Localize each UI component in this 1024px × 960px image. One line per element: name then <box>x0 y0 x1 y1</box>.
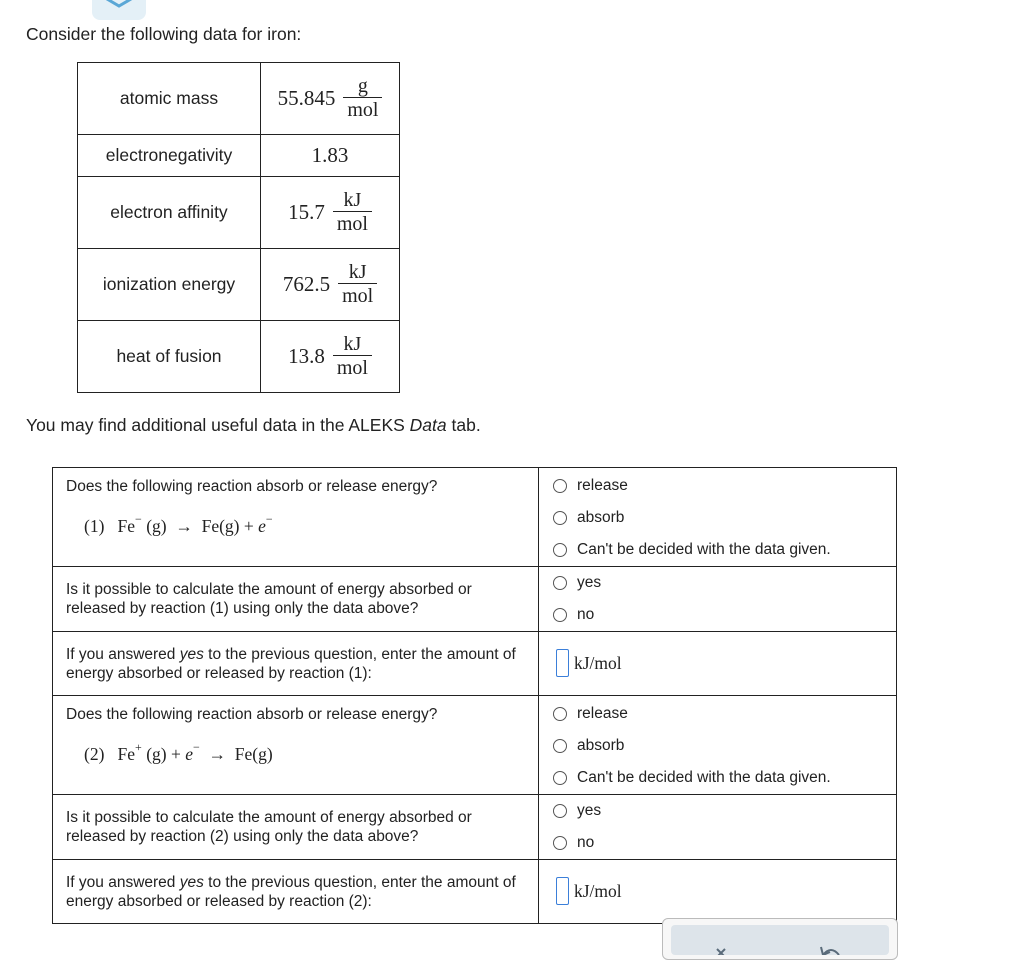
radio-icon[interactable] <box>553 771 567 785</box>
radio-cant-decide[interactable]: Can't be decided with the data given. <box>539 534 896 566</box>
radio-icon[interactable] <box>553 576 567 590</box>
table-row <box>53 696 897 795</box>
radio-icon[interactable] <box>553 479 567 493</box>
radio-cant-decide[interactable]: Can't be decided with the data given. <box>539 762 896 794</box>
radio-icon[interactable] <box>553 836 567 850</box>
property-value: 13.8 <box>288 344 325 368</box>
undo-icon[interactable] <box>821 947 839 955</box>
unit-label: kJ/mol <box>574 652 622 673</box>
table-row <box>78 249 400 321</box>
unit-label: kJ/mol <box>574 880 622 901</box>
table-row <box>53 632 897 696</box>
table-row <box>78 321 400 393</box>
question-text: Does the following reaction absorb or release energy? <box>66 706 438 723</box>
table-row <box>53 567 897 632</box>
unit-fraction: $\frac{kJ}{\text{mol}}$ <box>338 261 377 308</box>
property-label: heat of fusion <box>78 321 261 393</box>
table-row <box>53 468 897 567</box>
radio-release[interactable]: release <box>539 698 896 730</box>
property-label: ionization energy <box>78 249 261 321</box>
table-row <box>78 177 400 249</box>
radio-icon[interactable] <box>553 739 567 753</box>
table-row <box>53 860 897 924</box>
radio-icon[interactable] <box>553 804 567 818</box>
chevron-down-icon <box>105 0 133 8</box>
property-value: 762.5 <box>282 272 331 296</box>
collapse-tab[interactable] <box>92 0 146 20</box>
radio-no[interactable]: no <box>539 827 896 859</box>
aleks-data-note: You may find additional useful data in the ALEKS Data tab. <box>26 415 481 435</box>
unit-fraction: $\frac{g}{\text{mol}}$ <box>343 75 382 122</box>
property-label: electron affinity <box>78 177 261 249</box>
table-row <box>78 63 400 135</box>
question-text: Does the following reaction absorb or release energy? <box>66 478 438 495</box>
radio-release[interactable]: release <box>539 470 896 502</box>
question-text: Is it possible to calculate the amount of energy absorbed or released by reaction (1) using only the data above? <box>66 581 472 617</box>
question-text: If you answered yes to the previous question, enter the amount of energy absorbed or released by reaction (1): <box>66 646 516 682</box>
answer-toolbar <box>662 918 898 960</box>
radio-yes[interactable]: yes <box>539 795 896 827</box>
property-value: 1.83 <box>311 143 349 167</box>
radio-icon[interactable] <box>553 543 567 557</box>
energy-input-2[interactable] <box>556 877 569 905</box>
radio-icon[interactable] <box>553 608 567 622</box>
table-row <box>78 135 400 177</box>
radio-absorb[interactable]: absorb <box>539 730 896 762</box>
close-icon[interactable] <box>717 949 725 955</box>
question-text: Is it possible to calculate the amount of energy absorbed or released by reaction (2) using only the data above? <box>66 809 472 845</box>
radio-absorb[interactable]: absorb <box>539 502 896 534</box>
property-label: atomic mass <box>78 63 261 135</box>
property-value: 55.845 <box>277 86 336 110</box>
question-table <box>52 467 897 924</box>
reaction-equation-1: (1) Fe− (g) → Fe(g) + e− <box>84 512 273 536</box>
radio-icon[interactable] <box>553 511 567 525</box>
radio-icon[interactable] <box>553 707 567 721</box>
property-label: electronegativity <box>78 135 261 177</box>
radio-yes[interactable]: yes <box>539 567 896 599</box>
reaction-equation-2: (2) Fe+ (g) + e− → Fe(g) <box>84 740 273 764</box>
question-text: If you answered yes to the previous question, enter the amount of energy absorbed or released by reaction (2): <box>66 874 516 910</box>
radio-no[interactable]: no <box>539 599 896 631</box>
unit-fraction: $\frac{kJ}{\text{mol}}$ <box>333 333 372 380</box>
table-row <box>53 795 897 860</box>
property-value: 15.7 <box>288 200 325 224</box>
unit-fraction: $\frac{kJ}{\text{mol}}$ <box>333 189 372 236</box>
energy-input-1[interactable] <box>556 649 569 677</box>
intro-text: Consider the following data for iron: <box>26 24 302 44</box>
iron-data-table <box>77 62 400 393</box>
